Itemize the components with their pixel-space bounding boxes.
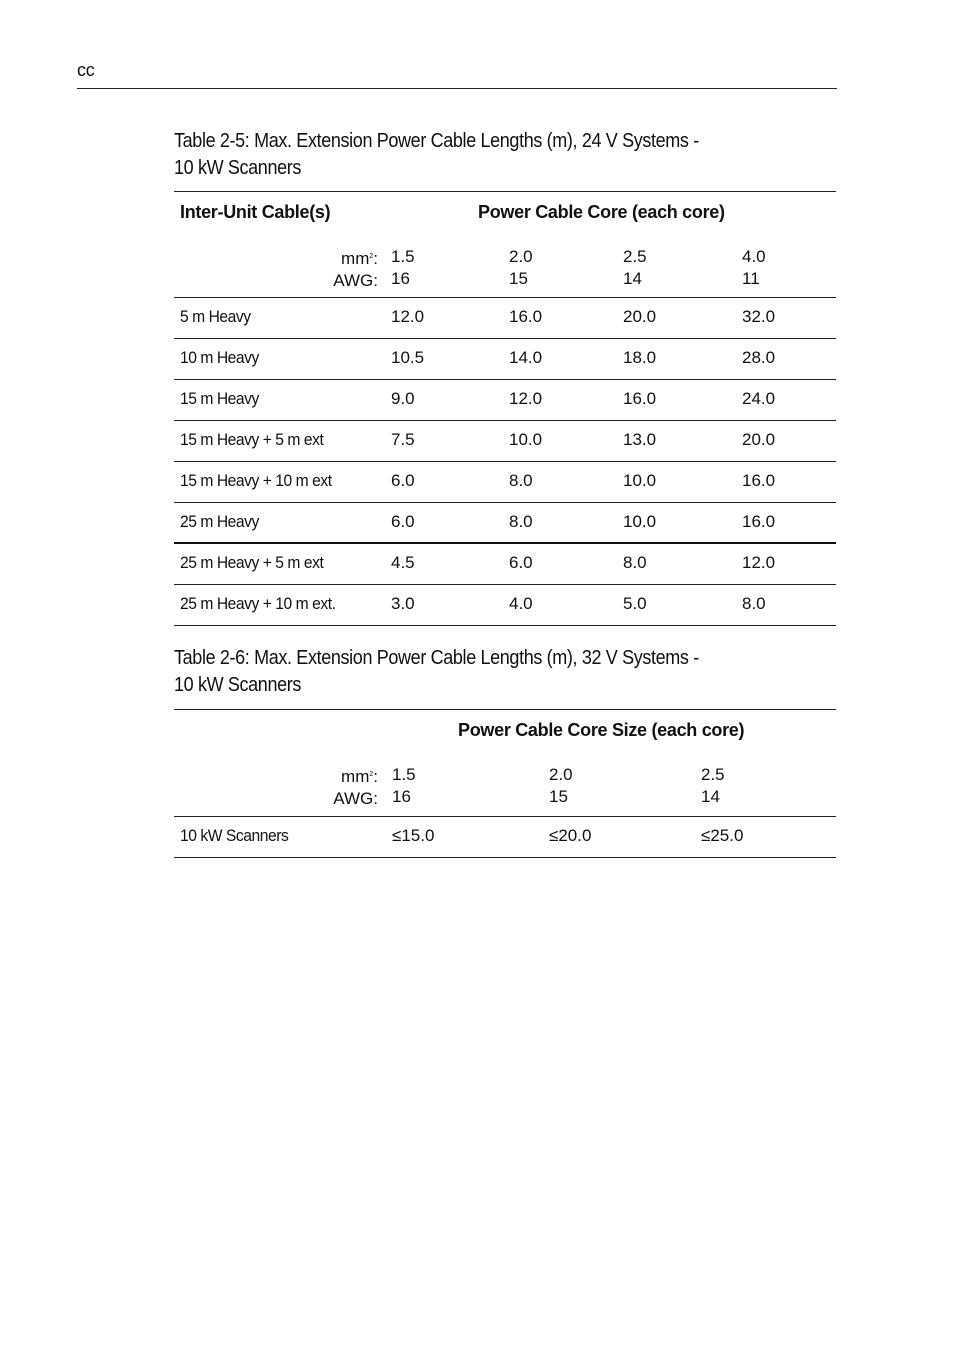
row-label: 15 m Heavy + 5 m ext	[180, 430, 324, 449]
cell-value: 10.0	[509, 430, 543, 449]
cell-value: 16.0	[742, 471, 776, 490]
cell-value: 24.0	[742, 389, 776, 408]
cell-value: 6.0	[391, 471, 415, 490]
cell-value: 20.0	[623, 307, 657, 326]
size-column	[391, 246, 415, 290]
size-column	[509, 246, 533, 290]
size-awg: 15	[509, 269, 528, 288]
cell-value: ≤15.0	[392, 826, 435, 845]
cell-value: 10.0	[623, 512, 657, 531]
size-awg: 15	[549, 787, 568, 806]
table-row	[174, 585, 836, 626]
unit-labels	[333, 764, 378, 810]
cell-value: 18.0	[623, 348, 657, 367]
cell-value: 8.0	[509, 512, 533, 531]
table-2-6-caption	[174, 645, 699, 699]
cell-value: ≤20.0	[549, 826, 592, 845]
row-label: 15 m Heavy + 10 m ext	[180, 471, 332, 490]
unit-mm-label: mm	[341, 249, 370, 268]
unit-mm-sup: 2	[369, 253, 374, 260]
cell-value: 10.5	[391, 348, 425, 367]
size-mm: 2.5	[701, 765, 725, 784]
cell-value: 6.0	[509, 553, 533, 572]
column-header-power-cable-size: Power Cable Core Size (each core)	[458, 720, 745, 740]
cell-value: 16.0	[623, 389, 657, 408]
cell-value: 12.0	[742, 553, 776, 572]
cell-value: 28.0	[742, 348, 776, 367]
unit-labels	[333, 246, 378, 292]
table-2-5	[174, 191, 836, 626]
table-row	[174, 298, 836, 339]
caption-line: 10 kW Scanners	[174, 674, 302, 696]
size-awg: 16	[391, 269, 410, 288]
cell-value: 12.0	[391, 307, 425, 326]
table-row	[174, 503, 836, 544]
unit-mm-sup: 2	[369, 771, 374, 778]
row-label: 25 m Heavy	[180, 512, 259, 531]
cell-value: 10.0	[623, 471, 657, 490]
cell-value: 9.0	[391, 389, 415, 408]
cell-value: 5.0	[623, 594, 647, 613]
size-mm: 2.0	[509, 247, 533, 266]
row-label: 10 m Heavy	[180, 348, 259, 367]
cell-value: 12.0	[509, 389, 543, 408]
table-header-row	[174, 710, 836, 817]
unit-mm-colon: :	[373, 767, 378, 786]
caption-line: Table 2-6: Max. Extension Power Cable Lengths (m), 32 V Systems -	[174, 647, 699, 669]
cell-value: ≤25.0	[701, 826, 744, 845]
cell-value: 6.0	[391, 512, 415, 531]
cell-value: 4.0	[509, 594, 533, 613]
size-awg: 14	[701, 787, 720, 806]
cell-value: 8.0	[509, 471, 533, 490]
size-column	[701, 764, 725, 808]
page-header	[77, 58, 837, 89]
size-mm: 1.5	[391, 247, 415, 266]
cell-value: 8.0	[623, 553, 647, 572]
size-column	[392, 764, 416, 808]
table-row	[174, 339, 836, 380]
unit-mm-colon: :	[373, 249, 378, 268]
column-header-inter-unit: Inter-Unit Cable(s)	[180, 202, 331, 222]
row-label: 25 m Heavy + 10 m ext.	[180, 594, 336, 613]
cell-value: 4.5	[391, 553, 415, 572]
size-column	[549, 764, 573, 808]
table-2-5-caption	[174, 128, 699, 182]
cell-value: 8.0	[742, 594, 766, 613]
unit-awg-label: AWG:	[333, 789, 378, 808]
cell-value: 20.0	[742, 430, 776, 449]
row-label: 25 m Heavy + 5 m ext	[180, 553, 324, 572]
size-awg: 16	[392, 787, 411, 806]
size-mm: 2.0	[549, 765, 573, 784]
cell-value: 16.0	[742, 512, 776, 531]
size-column	[742, 246, 766, 290]
row-label: 10 kW Scanners	[180, 826, 289, 845]
cell-value: 14.0	[509, 348, 543, 367]
table-row	[174, 380, 836, 421]
unit-awg-label: AWG:	[333, 271, 378, 290]
cell-value: 7.5	[391, 430, 415, 449]
size-mm: 2.5	[623, 247, 647, 266]
column-header-power-cable: Power Cable Core (each core)	[478, 202, 725, 222]
size-awg: 11	[742, 269, 760, 288]
row-label: 15 m Heavy	[180, 389, 259, 408]
cell-value: 16.0	[509, 307, 543, 326]
unit-mm-label: mm	[341, 767, 370, 786]
table-2-6	[174, 709, 836, 858]
size-awg: 14	[623, 269, 642, 288]
table-row	[174, 421, 836, 462]
size-mm: 4.0	[742, 247, 766, 266]
row-label: 5 m Heavy	[180, 307, 251, 326]
table-header-row	[174, 192, 836, 298]
table-row	[174, 544, 836, 585]
table-row	[174, 462, 836, 503]
page-header-text: cc	[77, 60, 95, 80]
cell-value: 13.0	[623, 430, 657, 449]
caption-line: Table 2-5: Max. Extension Power Cable Lengths (m), 24 V Systems -	[174, 130, 699, 152]
size-mm: 1.5	[392, 765, 416, 784]
table-row	[174, 817, 836, 858]
cell-value: 32.0	[742, 307, 776, 326]
size-column	[623, 246, 647, 290]
cell-value: 3.0	[391, 594, 415, 613]
caption-line: 10 kW Scanners	[174, 157, 302, 179]
